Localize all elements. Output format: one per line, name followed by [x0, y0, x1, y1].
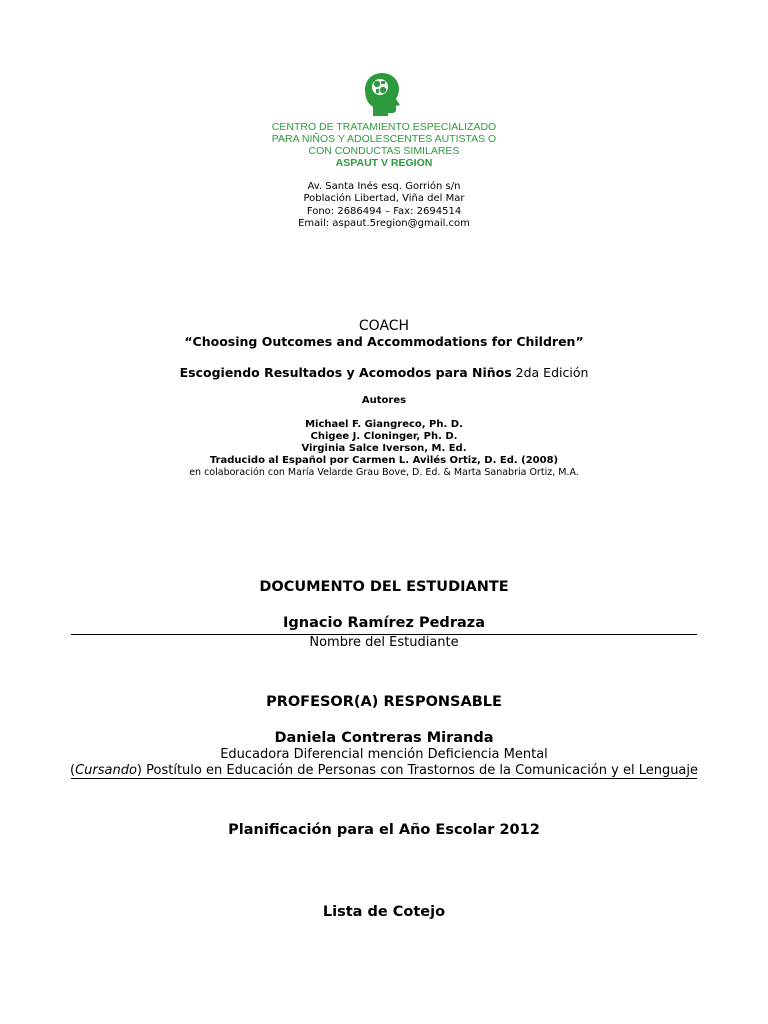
translator: Traducido al Español por Carmen L. Avilés Ortiz, D. Ed. (2008)	[209, 455, 559, 466]
teacher-name: Daniela Contreras Miranda	[274, 730, 494, 746]
postgrad-program: Postítulo en Educación de Personas con Trastornos de la Comunicación y el Lenguaje	[146, 763, 699, 778]
author-2: Chigee J. Cloninger, Ph. D.	[310, 431, 458, 442]
spanish-title: Escogiendo Resultados y Acomodos para Niños	[179, 365, 512, 380]
student-name-caption: Nombre del Estudiante	[309, 635, 459, 650]
org-short-name: ASPAUT V REGION	[335, 157, 433, 169]
teacher-credential: Educadora Diferencial mención Deficiencia Mental	[220, 747, 548, 762]
student-section-heading: DOCUMENTO DEL ESTUDIANTE	[259, 579, 509, 595]
authors-list	[0, 419, 768, 467]
teacher-section-heading: PROFESOR(A) RESPONSABLE	[266, 694, 502, 710]
org-line-1: CENTRO DE TRATAMIENTO ESPECIALIZADO	[271, 121, 497, 133]
authors-heading: Autores	[361, 395, 407, 406]
address-block	[0, 181, 768, 231]
document-title: COACH	[358, 318, 410, 334]
address-line-1: Av. Santa Inés esq. Gorrión s/n	[307, 181, 461, 192]
head-puzzle-logo-icon	[363, 72, 403, 116]
org-line-3: CON CONDUCTAS SIMILARES	[308, 145, 460, 157]
student-name: Ignacio Ramírez Pedraza	[283, 615, 485, 631]
edition-label: 2da Edición	[511, 365, 589, 380]
cursando-label: Cursando	[75, 763, 137, 778]
author-1: Michael F. Giangreco, Ph. D.	[305, 419, 463, 430]
collaboration-note: en colaboración con María Velarde Grau Bove, D. Ed. & Marta Sanabria Ortiz, M.A.	[189, 467, 579, 478]
email-line: Email: aspaut.5region@gmail.com	[298, 218, 470, 230]
checklist-title: Lista de Cotejo	[322, 904, 446, 920]
address-line-2: Población Libertad, Viña del Mar	[303, 193, 465, 205]
org-name-block	[0, 121, 768, 169]
teacher-postgrad-line: (Cursando) Postítulo en Educación de Personas con Trastornos de la Comunicación y el Lenguaje	[69, 763, 699, 778]
plan-title: Planificación para el Año Escolar 2012	[228, 822, 540, 838]
english-subtitle: “Choosing Outcomes and Accommodations for Children”	[184, 334, 584, 349]
spanish-title-line	[0, 365, 768, 380]
phone-line: Fono: 2686494 – Fax: 2694514	[306, 205, 462, 217]
author-3: Virginia Salce Iverson, M. Ed.	[301, 443, 467, 454]
org-line-2: PARA NIÑOS Y ADOLESCENTES AUTISTAS O	[271, 133, 497, 145]
teacher-underline	[71, 778, 697, 779]
